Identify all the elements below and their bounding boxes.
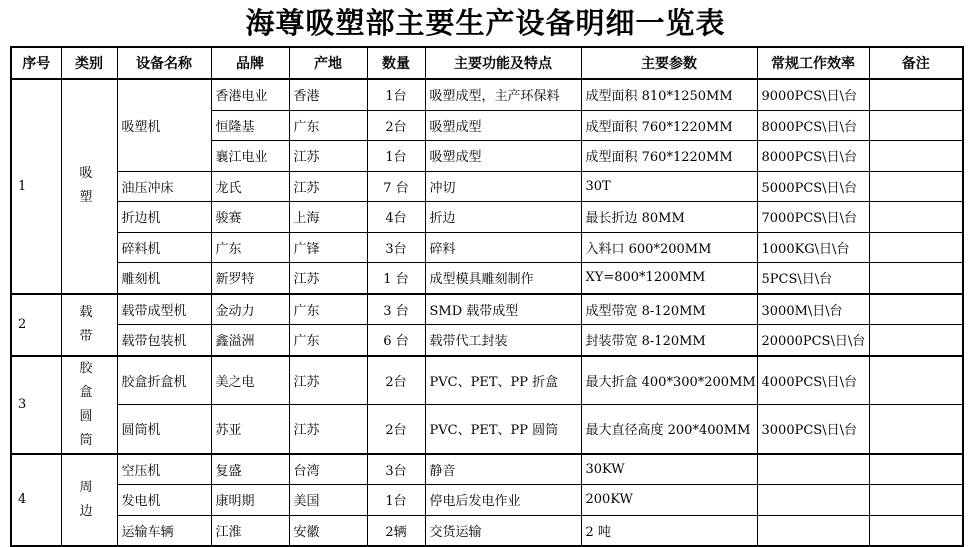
equipment-name-cell: 载带包装机	[117, 325, 211, 356]
equipment-name-cell: 空压机	[117, 454, 211, 485]
equipment-name-cell: 油压冲床	[117, 171, 211, 202]
brand-cell: 广东	[211, 232, 289, 263]
function-cell: 碎料	[425, 232, 581, 263]
table-row	[11, 356, 963, 405]
function-cell: 吸塑成型	[425, 110, 581, 141]
table-row	[11, 263, 963, 294]
equipment-name-cell: 圆筒机	[117, 405, 211, 454]
brand-cell: 襄江电业	[211, 141, 289, 172]
parameters-cell: 2 吨	[581, 515, 757, 546]
note-cell	[869, 79, 963, 110]
category-cell: 周 边	[61, 454, 117, 547]
parameters-cell: 成型带宽 8-120MM	[581, 294, 757, 325]
origin-cell: 广东	[289, 325, 367, 356]
equipment-name-cell: 载带成型机	[117, 294, 211, 325]
quantity-cell: 2台	[367, 356, 425, 405]
brand-cell: 复盛	[211, 454, 289, 485]
brand-cell: 龙氏	[211, 171, 289, 202]
efficiency-cell	[757, 515, 869, 546]
brand-cell: 金动力	[211, 294, 289, 325]
table-row	[11, 79, 963, 110]
group-id-cell: 2	[11, 294, 61, 356]
note-cell	[869, 485, 963, 516]
category-cell: 载 带	[61, 294, 117, 356]
origin-cell: 广东	[289, 294, 367, 325]
quantity-cell: 1台	[367, 141, 425, 172]
header-cell: 类别	[61, 47, 117, 79]
table-row	[11, 515, 963, 546]
brand-cell: 鑫溢洲	[211, 325, 289, 356]
efficiency-cell	[757, 454, 869, 485]
origin-cell: 香港	[289, 79, 367, 110]
quantity-cell: 3台	[367, 232, 425, 263]
table-row	[11, 405, 963, 454]
group-id-cell: 3	[11, 356, 61, 454]
category-cell: 胶 盒 圆 筒	[61, 356, 117, 454]
note-cell	[869, 454, 963, 485]
note-cell	[869, 110, 963, 141]
equipment-name-cell: 碎料机	[117, 232, 211, 263]
quantity-cell: 1台	[367, 79, 425, 110]
note-cell	[869, 141, 963, 172]
table-row	[11, 454, 963, 485]
parameters-cell: XY=800*1200MM	[581, 263, 757, 294]
brand-cell: 恒隆基	[211, 110, 289, 141]
function-cell: 冲切	[425, 171, 581, 202]
function-cell: PVC、PET、PP 折盒	[425, 356, 581, 405]
origin-cell: 美国	[289, 485, 367, 516]
function-cell: 折边	[425, 202, 581, 233]
table-row	[11, 232, 963, 263]
note-cell	[869, 294, 963, 325]
quantity-cell: 1台	[367, 485, 425, 516]
origin-cell: 江苏	[289, 141, 367, 172]
function-cell: 载带代工封装	[425, 325, 581, 356]
efficiency-cell: 3000M\日\台	[757, 294, 869, 325]
origin-cell: 上海	[289, 202, 367, 233]
note-cell	[869, 356, 963, 405]
header-cell: 主要参数	[581, 47, 757, 79]
parameters-cell: 入料口 600*200MM	[581, 232, 757, 263]
note-cell	[869, 405, 963, 454]
header-cell: 设备名称	[117, 47, 211, 79]
table-body	[11, 79, 963, 546]
function-cell: 交货运输	[425, 515, 581, 546]
origin-cell: 江苏	[289, 263, 367, 294]
quantity-cell: 2台	[367, 110, 425, 141]
header-row	[11, 47, 963, 79]
efficiency-cell	[757, 485, 869, 516]
function-cell: SMD 载带成型	[425, 294, 581, 325]
quantity-cell: 3 台	[367, 294, 425, 325]
efficiency-cell: 7000PCS\日\台	[757, 202, 869, 233]
parameters-cell: 成型面积 760*1220MM	[581, 110, 757, 141]
header-cell: 主要功能及特点	[425, 47, 581, 79]
origin-cell: 广东	[289, 110, 367, 141]
parameters-cell: 30KW	[581, 454, 757, 485]
equipment-name-cell: 吸塑机	[117, 79, 211, 171]
origin-cell: 江苏	[289, 405, 367, 454]
category-cell: 吸 塑	[61, 79, 117, 294]
function-cell: 成型模具雕刻制作	[425, 263, 581, 294]
parameters-cell: 最长折边 80MM	[581, 202, 757, 233]
brand-cell: 康明期	[211, 485, 289, 516]
table-row	[11, 171, 963, 202]
parameters-cell: 封装带宽 8-120MM	[581, 325, 757, 356]
header-cell: 常规工作效率	[757, 47, 869, 79]
parameters-cell: 成型面积 760*1220MM	[581, 141, 757, 172]
efficiency-cell: 3000PCS\日\台	[757, 405, 869, 454]
function-cell: 吸塑成型	[425, 141, 581, 172]
function-cell: PVC、PET、PP 圆筒	[425, 405, 581, 454]
origin-cell: 广锋	[289, 232, 367, 263]
quantity-cell: 4台	[367, 202, 425, 233]
efficiency-cell: 8000PCS\日\台	[757, 141, 869, 172]
origin-cell: 安徽	[289, 515, 367, 546]
brand-cell: 香港电业	[211, 79, 289, 110]
efficiency-cell: 5PCS\日\台	[757, 263, 869, 294]
equipment-name-cell: 折边机	[117, 202, 211, 233]
equipment-name-cell: 雕刻机	[117, 263, 211, 294]
function-cell: 吸塑成型，主产环保料	[425, 79, 581, 110]
function-cell: 停电后发电作业	[425, 485, 581, 516]
header-cell: 序号	[11, 47, 61, 79]
group-id-cell: 4	[11, 454, 61, 547]
quantity-cell: 2台	[367, 405, 425, 454]
brand-cell: 美之电	[211, 356, 289, 405]
parameters-cell: 200KW	[581, 485, 757, 516]
quantity-cell: 6 台	[367, 325, 425, 356]
origin-cell: 江苏	[289, 356, 367, 405]
equipment-name-cell: 发电机	[117, 485, 211, 516]
note-cell	[869, 263, 963, 294]
note-cell	[869, 202, 963, 233]
brand-cell: 新罗特	[211, 263, 289, 294]
equipment-name-cell: 胶盒折盒机	[117, 356, 211, 405]
parameters-cell: 30T	[581, 171, 757, 202]
table-row	[11, 294, 963, 325]
group-id-cell: 1	[11, 79, 61, 294]
note-cell	[869, 232, 963, 263]
parameters-cell: 最大折盒 400*300*200MM	[581, 356, 757, 405]
equipment-table	[10, 46, 964, 547]
table-row	[11, 202, 963, 233]
note-cell	[869, 325, 963, 356]
header-cell: 数量	[367, 47, 425, 79]
quantity-cell: 1 台	[367, 263, 425, 294]
quantity-cell: 2辆	[367, 515, 425, 546]
function-cell: 静音	[425, 454, 581, 485]
header-cell: 产地	[289, 47, 367, 79]
parameters-cell: 成型面积 810*1250MM	[581, 79, 757, 110]
efficiency-cell: 4000PCS\日\台	[757, 356, 869, 405]
quantity-cell: 3台	[367, 454, 425, 485]
page-title: 海尊吸塑部主要生产设备明细一览表	[245, 6, 726, 40]
brand-cell: 骏赛	[211, 202, 289, 233]
parameters-cell: 最大直径高度 200*400MM	[581, 405, 757, 454]
equipment-name-cell: 运输车辆	[117, 515, 211, 546]
brand-cell: 江淮	[211, 515, 289, 546]
efficiency-cell: 9000PCS\日\台	[757, 79, 869, 110]
header-cell: 品牌	[211, 47, 289, 79]
header-cell: 备注	[869, 47, 963, 79]
origin-cell: 台湾	[289, 454, 367, 485]
efficiency-cell: 20000PCS\日\台	[757, 325, 869, 356]
efficiency-cell: 8000PCS\日\台	[757, 110, 869, 141]
brand-cell: 苏亚	[211, 405, 289, 454]
efficiency-cell: 5000PCS\日\台	[757, 171, 869, 202]
efficiency-cell: 1000KG\日\台	[757, 232, 869, 263]
table-row	[11, 325, 963, 356]
note-cell	[869, 171, 963, 202]
origin-cell: 江苏	[289, 171, 367, 202]
quantity-cell: 7 台	[367, 171, 425, 202]
note-cell	[869, 515, 963, 546]
table-row	[11, 485, 963, 516]
